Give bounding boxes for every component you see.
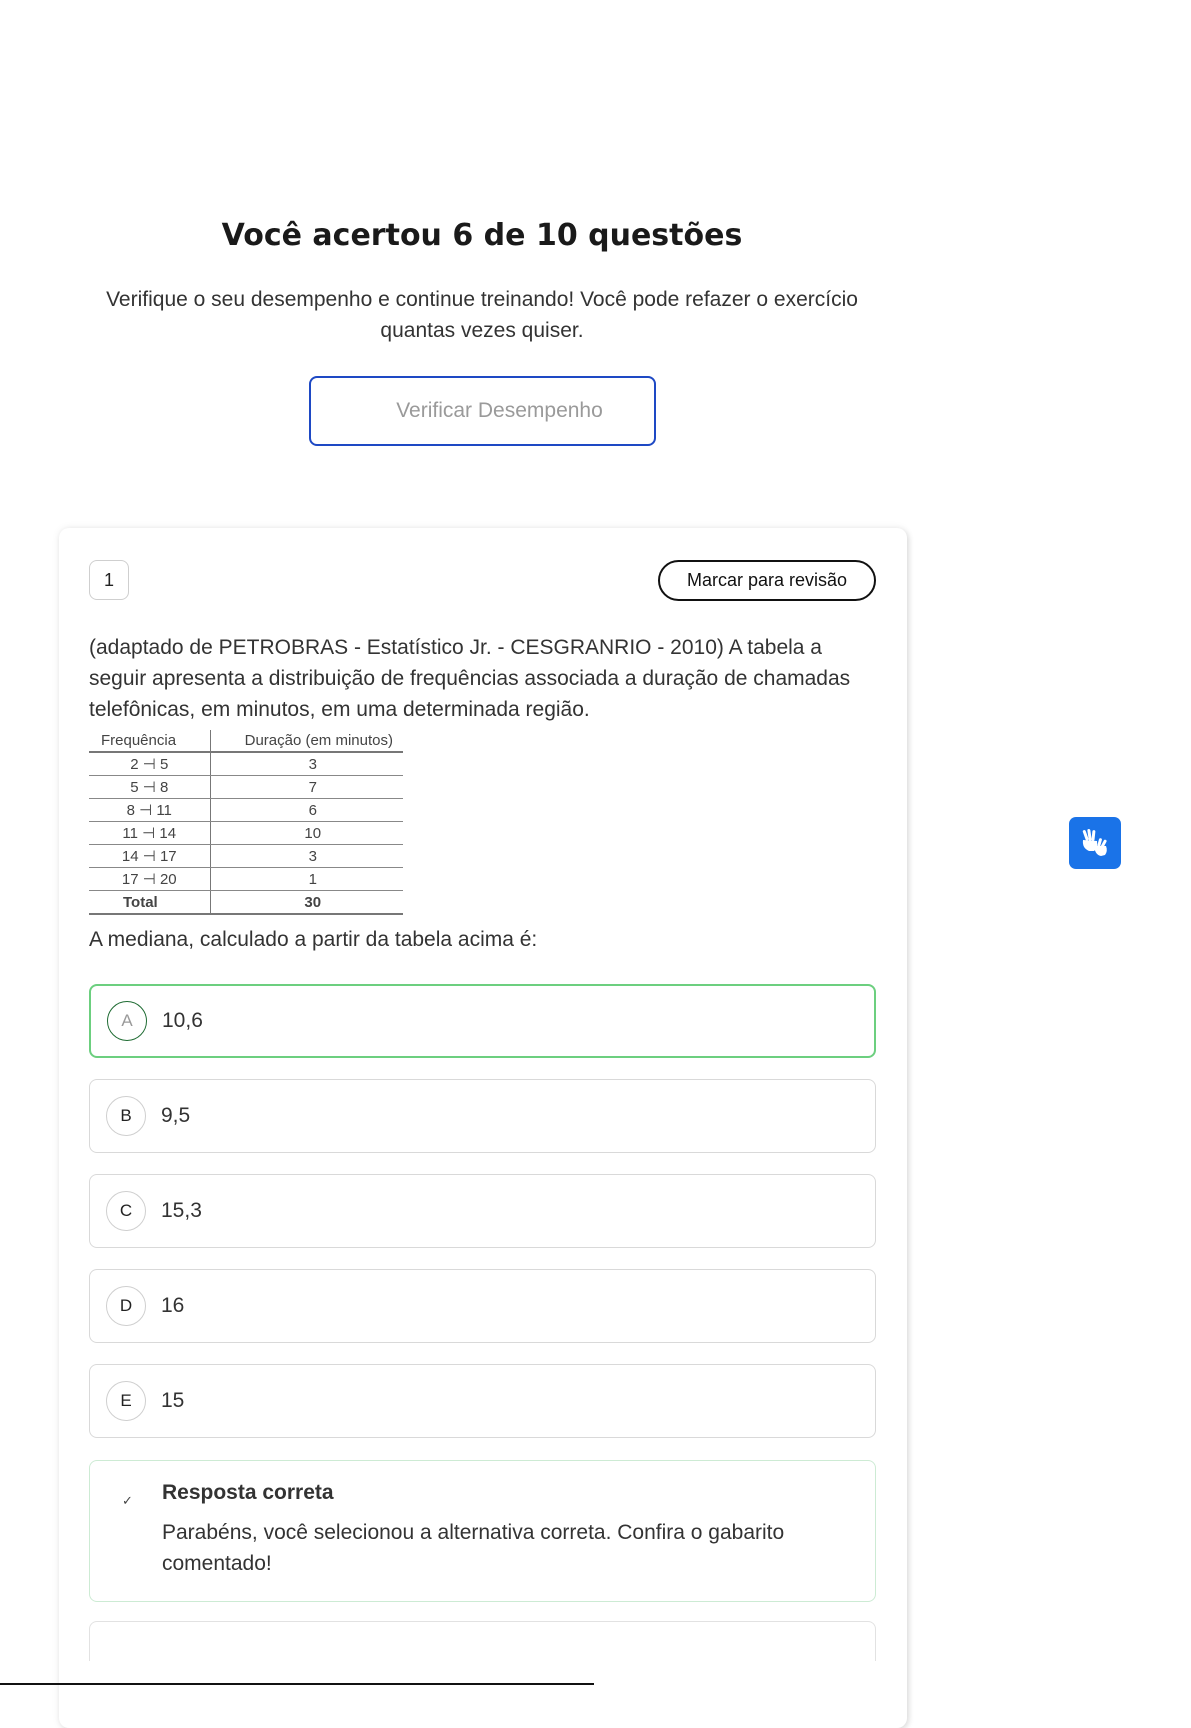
option-text: 16 (161, 1294, 185, 1317)
question-number: 1 (89, 560, 129, 600)
score-subtitle: Verifique o seu desempenho e continue treinando! Você pode refazer o exercício quantas vezes quiser. (106, 288, 858, 342)
option-letter: D (106, 1286, 146, 1326)
option-letter: C (106, 1191, 146, 1231)
option-a[interactable] (89, 984, 876, 1058)
question-card (59, 528, 907, 1728)
table-header-row (89, 730, 403, 752)
option-text: 10,6 (162, 1009, 203, 1032)
table-row (89, 845, 403, 868)
table-cell: 8 ⊣ 11 (89, 799, 210, 822)
table-total-row (89, 891, 403, 915)
option-text: 15 (161, 1389, 185, 1412)
feedback-text: Parabéns, você selecionou a alternativa correta. Confira o gabarito comentado! (162, 1521, 785, 1575)
next-section-edge (89, 1621, 876, 1661)
option-b[interactable] (89, 1079, 876, 1153)
option-c[interactable] (89, 1174, 876, 1248)
libras-accessibility-button[interactable] (1069, 817, 1121, 869)
table-row (89, 776, 403, 799)
option-text: 15,3 (161, 1199, 202, 1222)
question-statement: (adaptado de PETROBRAS - Estatístico Jr. - CESGRANRIO - 2010) A tabela a seguir apresenta a distribuição de frequências associada a duração de chamadas telefônicas, em minutos, em uma determinada região. (89, 636, 851, 721)
table-cell: 3 (210, 845, 403, 868)
table-row (89, 752, 403, 776)
feedback-title: Resposta correta (162, 1481, 334, 1504)
table-cell: 11 ⊣ 14 (89, 822, 210, 845)
table-cell: 2 ⊣ 5 (89, 752, 210, 776)
answer-feedback (89, 1460, 876, 1602)
option-letter: A (107, 1001, 147, 1041)
table-cell: 10 (210, 822, 403, 845)
mark-for-review-button[interactable]: Marcar para revisão (658, 560, 876, 601)
verify-performance-button[interactable]: Verificar Desempenho (309, 376, 656, 446)
table-cell: 6 (210, 799, 403, 822)
question-prompt: A mediana, calculado a partir da tabela acima é: (89, 928, 538, 951)
option-text: 9,5 (161, 1104, 191, 1127)
table-row (89, 822, 403, 845)
table-cell: 5 ⊣ 8 (89, 776, 210, 799)
table-cell: 7 (210, 776, 403, 799)
check-icon: ✓ (122, 1493, 133, 1508)
table-row (89, 799, 403, 822)
table-cell: 17 ⊣ 20 (89, 868, 210, 891)
table-row (89, 868, 403, 891)
option-d[interactable] (89, 1269, 876, 1343)
score-title: Você acertou 6 de 10 questões (221, 218, 743, 253)
table-total-label: Total (89, 891, 210, 915)
option-letter: B (106, 1096, 146, 1136)
table-cell: 1 (210, 868, 403, 891)
option-e[interactable] (89, 1364, 876, 1438)
libras-hands-icon (1078, 826, 1112, 860)
table-header-frequency: Frequência (89, 730, 210, 752)
frequency-table (89, 730, 403, 915)
option-letter: E (106, 1381, 146, 1421)
table-cell: 3 (210, 752, 403, 776)
table-cell: 14 ⊣ 17 (89, 845, 210, 868)
table-total-value: 30 (210, 891, 403, 915)
table-header-duration: Duração (em minutos) (210, 730, 403, 752)
